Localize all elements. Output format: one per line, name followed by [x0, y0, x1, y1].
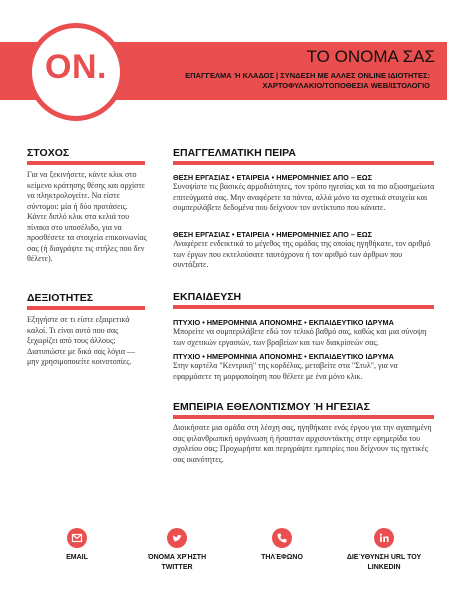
volunteer-heading: ΕΜΠΕΙΡΙΑ ΕΘΕΛΟΝΤΙΣΜΟΥ Ή ΗΓΕΣΙΑΣ — [173, 401, 370, 413]
degree-description[interactable]: Στην καρτέλα "Κεντρική" της κορδέλας, μεταβείτε στα "Στυλ", για να εφαρμόσετε τη μορφοποίηση που θέλετε με ένα μόνο κλικ. — [173, 361, 398, 381]
job-heading[interactable]: ΘΕΣΗ ΕΡΓΑΣΙΑΣ • ΕΤΑΙΡΕΙΑ • ΗΜΕΡΟΜΗΝΙΕΣ ΑΠΟ – ΕΩΣ — [173, 230, 373, 239]
contact-label: ΤΗΛΈΦΩΝΟ — [261, 554, 303, 561]
education-rule — [173, 305, 434, 309]
job-description[interactable]: Αναφέρετε ενδεικτικά το μέγεθος της ομάδας της οποίας ηγηθήκατε, τον αριθμό των έργων που εκτελούσατε ταυτόχρονα ή τον αριθμό των άρθρων που συντάξατε. — [173, 239, 431, 269]
header-subtitle[interactable] — [150, 71, 430, 91]
contact-phone[interactable] — [237, 528, 327, 563]
header-subtitle-line1: ΕΠΑΓΓΕΛΜΑ Ή ΚΛΑΔΟΣ | ΣΥΝΔΕΣΗ ΜΕ ΑΛΛΕΣ ONLINE ΙΔΙΟΤΗΤΕΣ: — [185, 71, 430, 80]
resume-name[interactable]: ΤΟ ΟΝΟΜΑ ΣΑΣ — [306, 47, 435, 66]
contact-email[interactable] — [32, 528, 122, 563]
contact-label: EMAIL — [66, 554, 88, 561]
phone-icon — [272, 528, 292, 548]
skills-rule — [27, 306, 145, 310]
education-heading: ΕΚΠΑΙΔΕΥΣΗ — [173, 291, 242, 303]
skills-text[interactable]: Εξηγήστε σε τι είστε εξαιρετικά καλοί. Τι είναι αυτό που σας ξεχωρίζει από τους άλλους; Διατυπώστε με δικά σας λόγια — μην χρησιμοποιείτε κοινοτοπίες. — [27, 315, 136, 366]
volunteer-rule — [173, 415, 434, 419]
objective-heading: ΣΤΟΧΟΣ — [27, 147, 70, 159]
contact-label: ΔΙΕΎΘΥΝΣΗ URL ΤΟΥ LINKEDIN — [346, 554, 422, 571]
job-heading[interactable]: ΘΕΣΗ ΕΡΓΑΣΙΑΣ • ΕΤΑΙΡΕΙΑ • ΗΜΕΡΟΜΗΝΙΕΣ ΑΠΟ – ΕΩΣ — [173, 173, 373, 182]
job-description[interactable]: Συνοψίστε τις βασικές αρμοδιότητες, τον τρόπο ηγεσίας και τα πιο αξιοσημείωτα επιτεύγματά σας. Μην αναφέρετε τα πάντα, αλλά μόνο τα σχετικά στοιχεία και συμπεριλάβετε δεδομένα που δείχνουν τον αντίκτυπο που κάνατε. — [173, 182, 435, 212]
contact-twitter[interactable] — [132, 528, 222, 573]
degree-description[interactable]: Μπορείτε να συμπεριλάβετε εδώ τον τελικό βαθμό σας, καθώς και μια σύνοψη των σχετικών εργασιών, των βραβείων και των διακρίσεών σας. — [173, 327, 427, 347]
degree-heading[interactable]: ΠΤΥΧΙΟ • ΗΜΕΡΟΜΗΝΙΑ ΑΠΟΝΟΜΗΣ • ΕΚΠΑΙΔΕΥΤΙΚΟ ΙΔΡΥΜΑ — [173, 318, 394, 327]
experience-rule — [173, 161, 434, 165]
degree-heading[interactable]: ΠΤΥΧΙΟ • ΗΜΕΡΟΜΗΝΙΑ ΑΠΟΝΟΜΗΣ • ΕΚΠΑΙΔΕΥΤΙΚΟ ΙΔΡΥΜΑ — [173, 352, 394, 361]
header-subtitle-line2: ΧΑΡΤΟΦΥΛΑΚΙΟ/ΤΟΠΟΘΕΣΙΑ WEB/ΙΣΤΟΛΟΓΙΟ — [262, 81, 430, 90]
monogram[interactable]: ON. — [45, 48, 107, 86]
linkedin-icon — [374, 528, 394, 548]
contact-linkedin[interactable] — [339, 528, 429, 573]
twitter-icon — [167, 528, 187, 548]
skills-heading: ΔΕΞΙΟΤΗΤΕΣ — [27, 292, 94, 304]
experience-heading: ΕΠΑΓΓΕΛΜΑΤΙΚΗ ΠΕΙΡΑ — [173, 147, 296, 159]
volunteer-text[interactable]: Διοικήσατε μια ομάδα στη λέσχη σας, ηγηθήκατε ενός έργου για την αγαπημένη σας φιλανθρωπική οργάνωση ή ήσασταν αρχισυντάκτης στην εφημερίδα του σχολείου σας; Προχωρήστε και περιγράψτε εμπειρίες που δείχνουν τις ηγετικές σας ικανότητες. — [173, 423, 432, 464]
email-icon — [67, 528, 87, 548]
objective-text[interactable]: Για να ξεκινήσετε, κάντε κλικ στο κείμενο κράτησης θέσης και αρχίστε να πληκτρολογείτε. Να είστε σύντομοι: μία ή δύο προτάσεις. Κάντε διπλό κλικ στα κελιά του πίνακα στο υποσέλιδο, για να προσθέσετε τα στοιχεία επικοινωνίας σας (ή διαγράψτε τις στήλες που δεν θέλετε). — [27, 170, 147, 263]
objective-rule — [27, 161, 145, 165]
contact-label: ΌΝΟΜΑ ΧΡΉΣΤΗ TWITTER — [147, 554, 207, 571]
